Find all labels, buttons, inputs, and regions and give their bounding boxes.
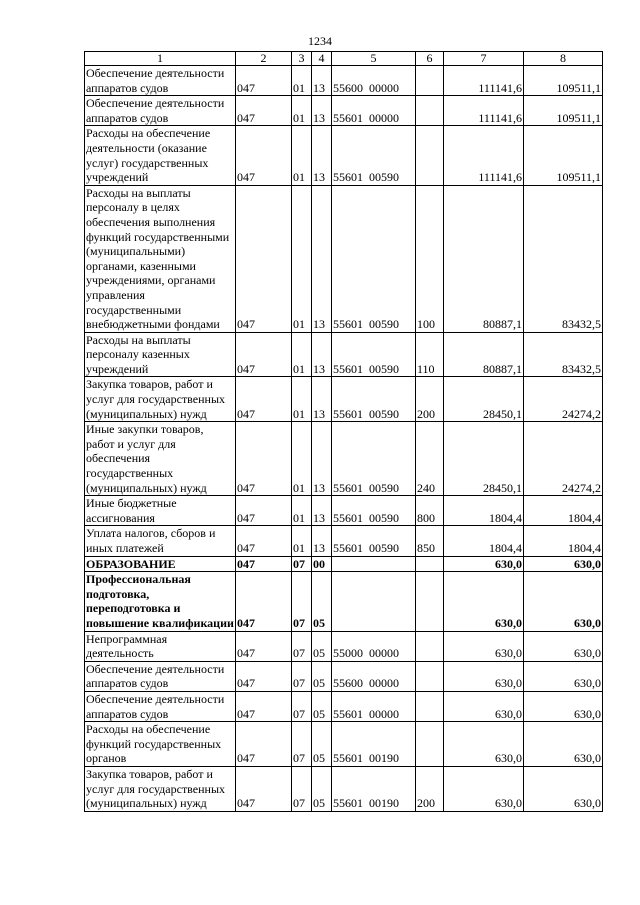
expense-type-cell bbox=[416, 96, 444, 126]
code-cell: 047 bbox=[236, 691, 292, 721]
code-cell: 047 bbox=[236, 526, 292, 556]
expense-type-cell: 240 bbox=[416, 422, 444, 496]
target-article-cell: 55601 00190 bbox=[332, 722, 416, 767]
column-header: 8 bbox=[524, 52, 603, 66]
subsection-cell: 05 bbox=[312, 691, 332, 721]
table-row bbox=[85, 766, 603, 811]
expense-type-cell bbox=[416, 722, 444, 767]
code-cell: 047 bbox=[236, 185, 292, 332]
table-row bbox=[85, 422, 603, 496]
item-name-cell: Обеспечение деятельности аппаратов судов bbox=[85, 661, 236, 691]
table-row bbox=[85, 526, 603, 556]
item-name-cell: Профессиональная подготовка, переподготовка и повышение квалификации bbox=[86, 572, 234, 630]
subsection-cell: 13 bbox=[312, 96, 332, 126]
table-row bbox=[85, 126, 603, 185]
section-cell: 01 bbox=[292, 96, 312, 126]
subsection-cell: 13 bbox=[312, 185, 332, 332]
amount-year1-cell: 630,0 bbox=[444, 722, 524, 767]
expense-type-cell: 200 bbox=[416, 766, 444, 811]
code-cell: 047 bbox=[236, 572, 292, 631]
code-cell: 047 bbox=[236, 766, 292, 811]
expense-type-cell bbox=[416, 572, 444, 631]
code-cell: 047 bbox=[236, 332, 292, 377]
subsection-cell: 13 bbox=[312, 422, 332, 496]
subsection-cell: 05 bbox=[312, 661, 332, 691]
amount-year2-cell: 630,0 bbox=[524, 661, 603, 691]
column-header: 2 bbox=[236, 52, 292, 66]
item-name-cell: Закупка товаров, работ и услуг для государственных (муниципальных) нужд bbox=[85, 766, 236, 811]
table-row bbox=[85, 332, 603, 377]
code-cell: 047 bbox=[236, 722, 292, 767]
target-article-cell bbox=[332, 572, 416, 631]
subsection-cell: 13 bbox=[312, 496, 332, 526]
code-cell: 047 bbox=[236, 661, 292, 691]
column-header: 4 bbox=[312, 52, 332, 66]
amount-year1-cell: 1804,4 bbox=[444, 496, 524, 526]
section-cell: 01 bbox=[292, 496, 312, 526]
table-row bbox=[85, 691, 603, 721]
section-cell: 01 bbox=[292, 526, 312, 556]
amount-year1-cell: 630,0 bbox=[444, 572, 524, 631]
amount-year2-cell: 83432,5 bbox=[524, 332, 603, 377]
item-name-cell: Расходы на обеспечение функций государственных органов bbox=[85, 722, 236, 767]
amount-year1-cell: 80887,1 bbox=[444, 185, 524, 332]
subsection-cell: 05 bbox=[312, 631, 332, 661]
column-header: 7 bbox=[444, 52, 524, 66]
column-header: 3 bbox=[292, 52, 312, 66]
table-row bbox=[85, 556, 603, 572]
item-name-cell: Иные закупки товаров, работ и услуг для обеспечения государственных (муниципальных) нужд bbox=[85, 422, 236, 496]
table-row bbox=[85, 572, 603, 631]
item-name-cell: Иные бюджетные ассигнования bbox=[85, 496, 236, 526]
expense-type-cell: 800 bbox=[416, 496, 444, 526]
code-cell: 047 bbox=[236, 422, 292, 496]
expense-type-cell: 200 bbox=[416, 377, 444, 422]
subsection-cell: 05 bbox=[312, 572, 332, 631]
page-number: 1234 bbox=[308, 34, 332, 48]
amount-year2-cell: 1804,4 bbox=[524, 526, 603, 556]
section-cell: 01 bbox=[292, 126, 312, 185]
target-article-cell: 55601 00590 bbox=[332, 126, 416, 185]
code-cell: 047 bbox=[236, 631, 292, 661]
table-row bbox=[85, 377, 603, 422]
subsection-cell: 13 bbox=[312, 332, 332, 377]
column-header: 6 bbox=[416, 52, 444, 66]
expense-type-cell bbox=[416, 556, 444, 572]
target-article-cell: 55601 00590 bbox=[332, 496, 416, 526]
code-cell: 047 bbox=[236, 126, 292, 185]
amount-year2-cell: 1804,4 bbox=[524, 496, 603, 526]
section-cell: 07 bbox=[292, 556, 312, 572]
amount-year2-cell: 109511,1 bbox=[524, 126, 603, 185]
item-name-cell: Расходы на обеспечение деятельности (оказание услуг) государственных учреждений bbox=[85, 126, 236, 185]
table-row bbox=[85, 96, 603, 126]
subsection-cell: 05 bbox=[312, 722, 332, 767]
header-row bbox=[85, 52, 603, 66]
subsection-cell: 13 bbox=[312, 377, 332, 422]
target-article-cell: 55601 00000 bbox=[332, 691, 416, 721]
target-article-cell: 55601 00590 bbox=[332, 185, 416, 332]
amount-year2-cell: 24274,2 bbox=[524, 422, 603, 496]
item-name-cell: Расходы на выплаты персоналу казенных учреждений bbox=[85, 332, 236, 377]
subsection-cell: 05 bbox=[312, 766, 332, 811]
target-article-cell: 55600 00000 bbox=[332, 661, 416, 691]
amount-year2-cell: 630,0 bbox=[524, 631, 603, 661]
code-cell: 047 bbox=[236, 96, 292, 126]
subsection-cell: 00 bbox=[312, 556, 332, 572]
amount-year1-cell: 111141,6 bbox=[444, 66, 524, 96]
table-row bbox=[85, 496, 603, 526]
amount-year1-cell: 111141,6 bbox=[444, 126, 524, 185]
section-cell: 01 bbox=[292, 185, 312, 332]
expense-type-cell: 850 bbox=[416, 526, 444, 556]
target-article-cell: 55601 00590 bbox=[332, 422, 416, 496]
expense-type-cell bbox=[416, 631, 444, 661]
item-name-cell: Обеспечение деятельности аппаратов судов bbox=[85, 691, 236, 721]
expense-type-cell bbox=[416, 691, 444, 721]
section-cell: 07 bbox=[292, 722, 312, 767]
section-cell: 07 bbox=[292, 572, 312, 631]
target-article-cell: 55600 00000 bbox=[332, 66, 416, 96]
subsection-cell: 13 bbox=[312, 126, 332, 185]
item-name-cell: Уплата налогов, сборов и иных платежей bbox=[85, 526, 236, 556]
amount-year2-cell: 630,0 bbox=[524, 722, 603, 767]
expense-type-cell bbox=[416, 126, 444, 185]
expense-type-cell bbox=[416, 661, 444, 691]
expense-type-cell: 100 bbox=[416, 185, 444, 332]
section-cell: 01 bbox=[292, 332, 312, 377]
amount-year2-cell: 630,0 bbox=[524, 572, 603, 631]
subsection-cell: 13 bbox=[312, 66, 332, 96]
code-cell: 047 bbox=[236, 556, 292, 572]
table-row bbox=[85, 722, 603, 767]
item-name-cell: Закупка товаров, работ и услуг для государственных (муниципальных) нужд bbox=[85, 377, 236, 422]
target-article-cell: 55601 00000 bbox=[332, 96, 416, 126]
amount-year1-cell: 630,0 bbox=[444, 766, 524, 811]
amount-year1-cell: 111141,6 bbox=[444, 96, 524, 126]
amount-year2-cell: 83432,5 bbox=[524, 185, 603, 332]
target-article-cell: 55000 00000 bbox=[332, 631, 416, 661]
section-cell: 01 bbox=[292, 377, 312, 422]
amount-year2-cell: 630,0 bbox=[524, 766, 603, 811]
expense-type-cell: 110 bbox=[416, 332, 444, 377]
target-article-cell: 55601 00590 bbox=[332, 526, 416, 556]
item-name-cell: Обеспечение деятельности аппаратов судов bbox=[85, 66, 236, 96]
section-cell: 07 bbox=[292, 766, 312, 811]
amount-year1-cell: 1804,4 bbox=[444, 526, 524, 556]
budget-table bbox=[84, 51, 603, 812]
section-cell: 07 bbox=[292, 661, 312, 691]
item-name-cell: ОБРАЗОВАНИЕ bbox=[85, 556, 236, 572]
amount-year2-cell: 109511,1 bbox=[524, 66, 603, 96]
amount-year2-cell: 24274,2 bbox=[524, 377, 603, 422]
table-row bbox=[85, 661, 603, 691]
section-cell: 07 bbox=[292, 691, 312, 721]
code-cell: 047 bbox=[236, 377, 292, 422]
item-name-cell: Непрограммная деятельность bbox=[85, 631, 236, 661]
amount-year1-cell: 28450,1 bbox=[444, 422, 524, 496]
amount-year1-cell: 630,0 bbox=[444, 691, 524, 721]
section-cell: 01 bbox=[292, 422, 312, 496]
amount-year1-cell: 630,0 bbox=[444, 661, 524, 691]
column-header: 1 bbox=[85, 52, 236, 66]
target-article-cell: 55601 00590 bbox=[332, 377, 416, 422]
amount-year1-cell: 630,0 bbox=[444, 631, 524, 661]
table-row bbox=[85, 66, 603, 96]
amount-year1-cell: 28450,1 bbox=[444, 377, 524, 422]
item-name-cell: Расходы на выплаты персоналу в целях обеспечения выполнения функций государственными (муниципальными) органами, казенными учреждениями, органами управления государственными внебюджетными фондами bbox=[85, 185, 236, 332]
target-article-cell: 55601 00190 bbox=[332, 766, 416, 811]
target-article-cell bbox=[332, 556, 416, 572]
item-name-cell: Обеспечение деятельности аппаратов судов bbox=[85, 96, 236, 126]
amount-year2-cell: 630,0 bbox=[524, 556, 603, 572]
code-cell: 047 bbox=[236, 496, 292, 526]
amount-year2-cell: 109511,1 bbox=[524, 96, 603, 126]
section-cell: 07 bbox=[292, 631, 312, 661]
expense-type-cell bbox=[416, 66, 444, 96]
table-row bbox=[85, 185, 603, 332]
amount-year1-cell: 80887,1 bbox=[444, 332, 524, 377]
amount-year2-cell: 630,0 bbox=[524, 691, 603, 721]
target-article-cell: 55601 00590 bbox=[332, 332, 416, 377]
section-cell: 01 bbox=[292, 66, 312, 96]
amount-year1-cell: 630,0 bbox=[444, 556, 524, 572]
column-header: 5 bbox=[332, 52, 416, 66]
table-row bbox=[85, 631, 603, 661]
code-cell: 047 bbox=[236, 66, 292, 96]
subsection-cell: 13 bbox=[312, 526, 332, 556]
